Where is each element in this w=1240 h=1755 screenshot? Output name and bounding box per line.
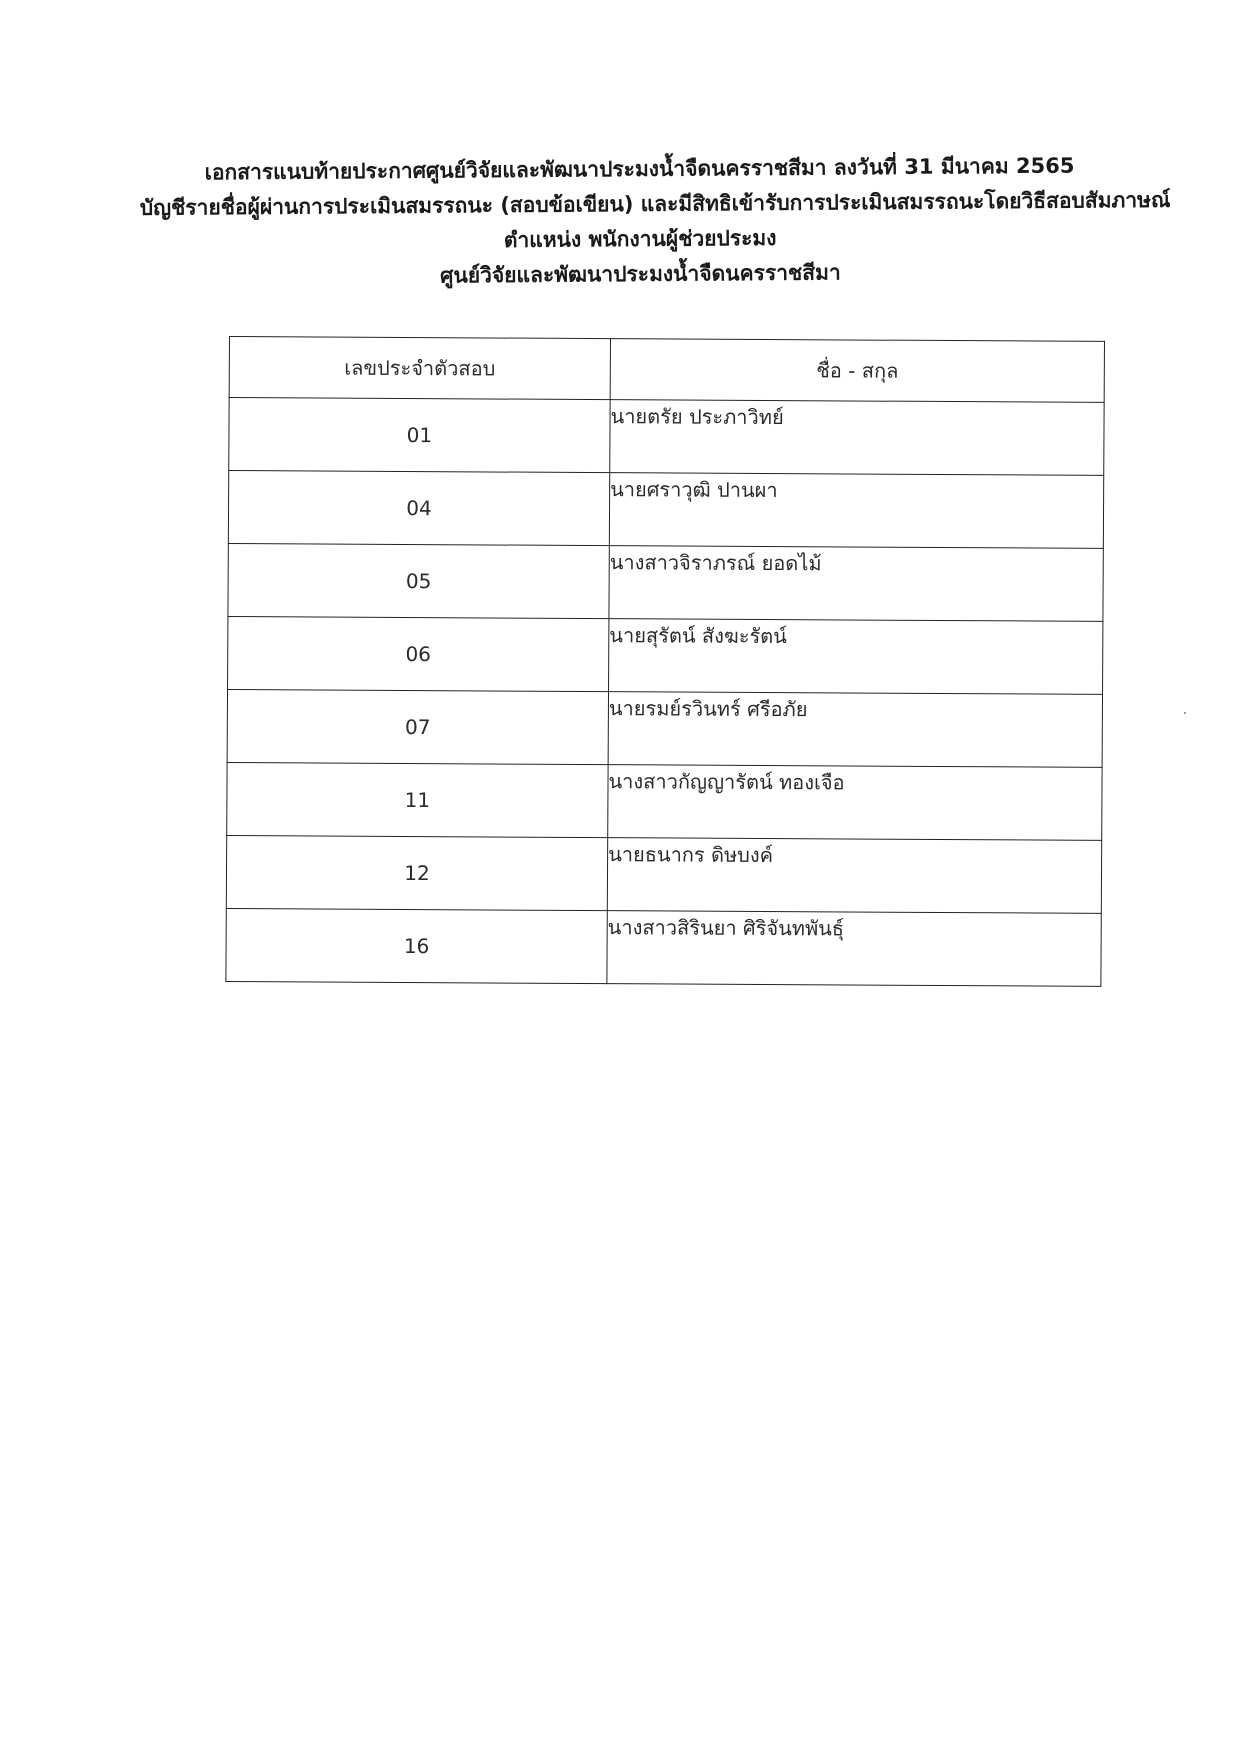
column-header-exam-id: เลขประจำตัวสอบ [229, 337, 610, 400]
table-row [228, 471, 1103, 549]
candidate-table [225, 336, 1105, 987]
table-row [227, 689, 1102, 767]
table-row [227, 762, 1102, 840]
full-name-cell: นางสาวจิราภรณ์ ยอดไม้ [609, 546, 1103, 622]
table-row [228, 616, 1103, 694]
exam-id-cell: 11 [227, 762, 608, 837]
column-header-full-name: ชื่อ - สกุล [610, 339, 1104, 403]
exam-id-cell: 05 [228, 543, 609, 618]
exam-id-cell: 06 [228, 616, 609, 691]
document-heading [139, 148, 1171, 296]
table-row [228, 543, 1103, 621]
full-name-cell: นายตรัย ประภาวิทย์ [610, 400, 1104, 476]
exam-id-cell: 16 [226, 908, 607, 983]
table-row [226, 908, 1101, 986]
full-name-cell: นางสาวสิรินยา ศิริจันทพันธุ์ [607, 911, 1101, 987]
exam-id-cell: 04 [228, 471, 609, 546]
heading-position: ตำแหน่ง พนักงานผู้ช่วยประมง [503, 225, 777, 253]
full-name-cell: นายสุรัตน์ สังฆะรัตน์ [609, 619, 1103, 695]
exam-id-cell: 01 [229, 398, 610, 473]
heading-list-title: บัญชีรายชื่อผู้ผ่านการประเมินสมรรถนะ (สอบข้อเขียน) และมีสิทธิเข้ารับการประเมินสมรรถนะโดยวิธีสอบสัมภาษณ์ [139, 187, 1171, 220]
exam-id-cell: 12 [226, 835, 607, 910]
scan-speck [1184, 712, 1186, 714]
table-row [229, 398, 1104, 476]
full-name-cell: นายธนากร ดิษบงค์ [607, 838, 1101, 914]
exam-id-cell: 07 [227, 689, 608, 764]
candidate-table-container [225, 336, 1102, 987]
full-name-cell: นางสาวกัญญารัตน์ ทองเจือ [608, 765, 1102, 841]
table-row [226, 835, 1101, 913]
heading-attachment-line: เอกสารแนบท้ายประกาศศูนย์วิจัยและพัฒนาประมงน้ำจืดนครราชสีมา ลงวันที่ 31 มีนาคม 2565 [204, 153, 1075, 185]
full-name-cell: นายรมย์รวินทร์ ศรีอภัย [608, 692, 1102, 768]
table-header-row [229, 337, 1104, 403]
full-name-cell: นายศราวุฒิ ปานผา [609, 473, 1103, 549]
heading-organization: ศูนย์วิจัยและพัฒนาประมงน้ำจืดนครราชสีมา [440, 260, 841, 288]
